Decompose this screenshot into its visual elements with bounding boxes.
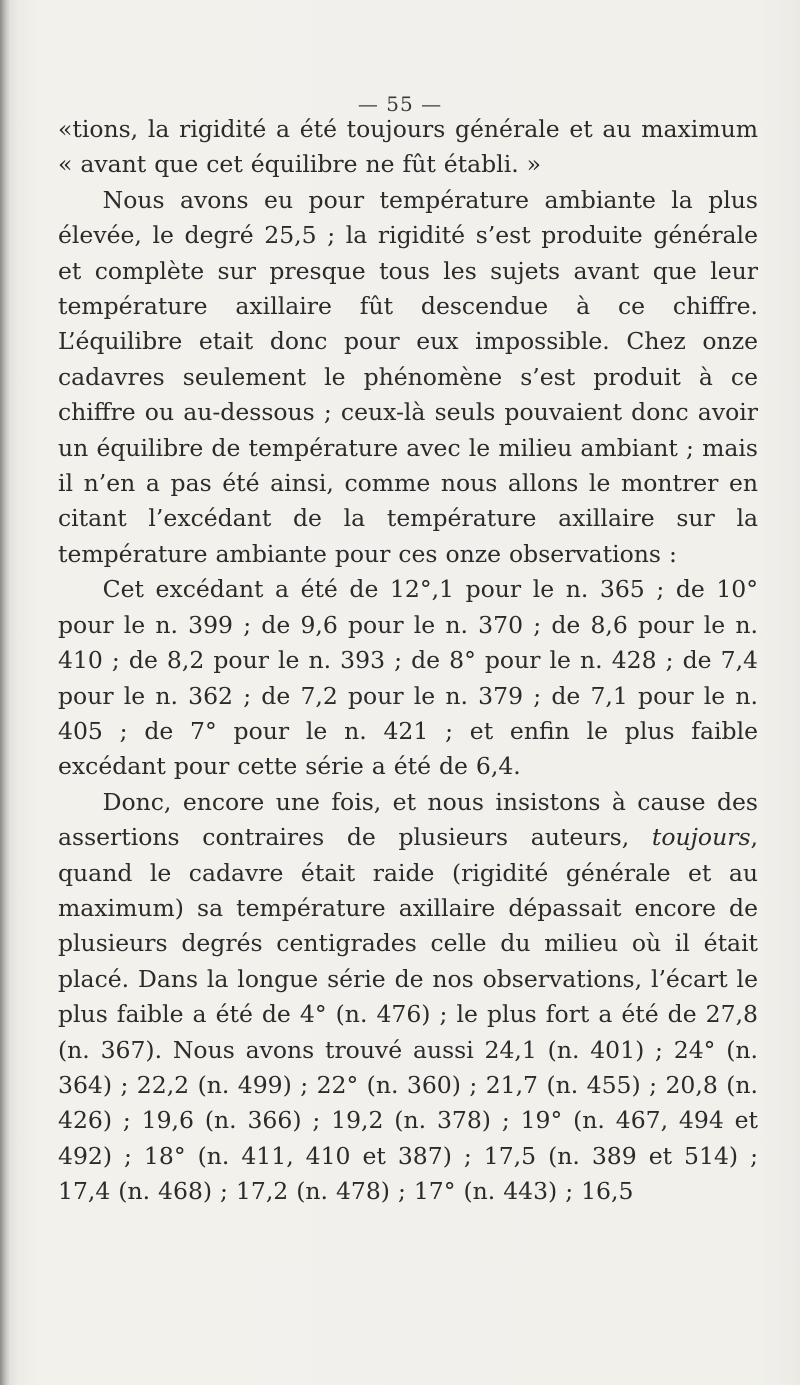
emphasis-toujours: toujours	[651, 823, 751, 852]
page-number: — 55 —	[357, 92, 443, 116]
paragraph-conclusion	[58, 785, 758, 1210]
conclusion-text-end: , quand le cadavre était raide (rigidité générale et au maximum) sa température axillaire dépassait encore de plusieurs degrés centigrades celle du milieu où il était placé. Dans la longue série de nos observations, l’écart le plus faible a été de 4° (n. 476) ; le plus fort a été de 27,8 (n. 367). Nous avons trouvé aussi 24,1 (n. 401) ; 24° (n. 364) ; 22,2 (n. 499) ; 22° (n. 360) ; 21,7 (n. 455) ; 20,8 (n. 426) ; 19,6 (n. 366) ; 19,2 (n. 378) ; 19° (n. 467, 494 et 492) ; 18° (n. 411, 410 et 387) ; 17,5 (n. 389 et 514) ; 17,4 (n. 468) ; 17,2 (n. 478) ; 17° (n. 443) ; 16,5	[58, 823, 758, 1206]
paragraph-ambient-temperature: Nous avons eu pour température ambiante la plus élevée, le degré 25,5 ; la rigidité s’est produite générale et complète sur presque tous les sujets avant que leur température axillaire fût descendue à ce chiffre. L’équilibre etait donc pour eux impossible. Chez onze cadavres seulement le phénomène s’est produit à ce chiffre ou au-dessous ; ceux-là seuls pouvaient donc avoir un équilibre de température avec le milieu ambiant ; mais il n’en a pas été ainsi, comme nous allons le montrer en citant l’excédant de la température axillaire sur la température ambiante pour ces onze observations :	[58, 185, 758, 568]
page-binding-shadow	[0, 0, 10, 1385]
paragraph-quote-end: «tions, la rigidité a été toujours générale et au maximum « avant que cet équilibre ne fût établi. »	[58, 115, 758, 179]
conclusion-text-start: Donc, encore une fois, et nous insistons à cause des assertions contraires de plusieurs auteurs,	[58, 787, 758, 852]
body-text	[58, 112, 758, 1210]
paragraph-excess-values: Cet excédant a été de 12°,1 pour le n. 365 ; de 10° pour le n. 399 ; de 9,6 pour le n. 370 ; de 8,6 pour le n. 410 ; de 8,2 pour le n. 393 ; de 8° pour le n. 428 ; de 7,4 pour le n. 362 ; de 7,2 pour le n. 379 ; de 7,1 pour le n. 405 ; de 7° pour le n. 421 ; et enfin le plus faible excédant pour cette série a été de 6,4.	[58, 575, 758, 781]
